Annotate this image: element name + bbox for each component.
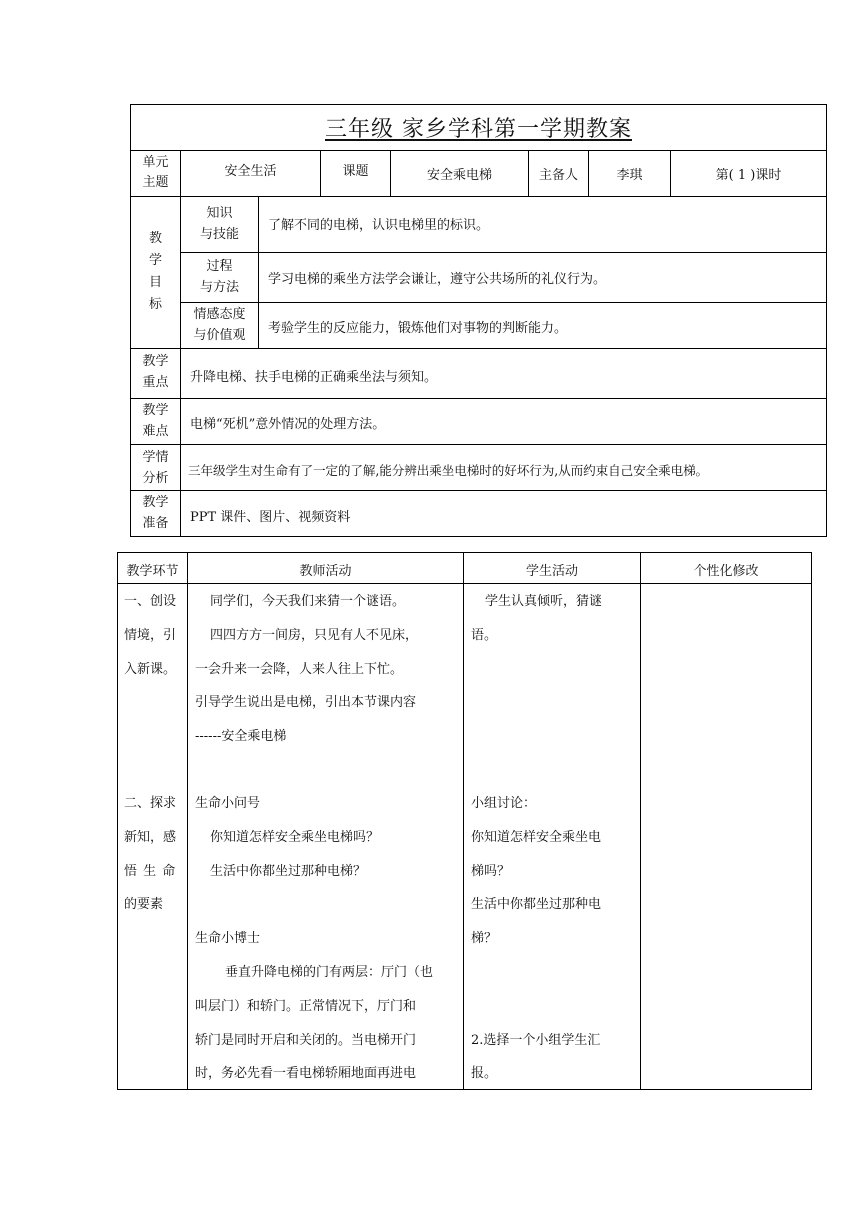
teacher-activity-line: 引导学生说出是电梯，引出本节课内容 (195, 695, 417, 710)
goal-label-line: 情感态度 (193, 307, 246, 322)
preparer-label: 主备人 (538, 168, 578, 183)
info-label-line: 准备 (142, 516, 169, 531)
preparation-label (131, 492, 180, 534)
stage-line: 二、探求 (124, 796, 177, 811)
key-point-text: 升降电梯、扶手电梯的正确乘坐法与须知。 (190, 370, 438, 385)
goals-label-char: 标 (148, 297, 162, 312)
student-analysis-label (131, 447, 180, 489)
teacher-activity-line: 生活中你都坐过那种电梯？ (210, 864, 367, 879)
teacher-activity-line: 一会升来一会降，人来人往上下忙。 (195, 662, 404, 677)
goal-knowledge-text: 了解不同的电梯，认识电梯里的标识。 (268, 218, 490, 233)
teacher-activity-line: 时，务必先看一看电梯轿厢地面再进电 (195, 1066, 417, 1081)
header-customization: 个性化修改 (693, 564, 759, 579)
goal-label-line: 与方法 (199, 280, 239, 295)
stage-line: 悟 生 命 (124, 864, 177, 879)
student-activity-line: 学生认真倾听，猜谜 (485, 594, 603, 609)
key-point-label (131, 351, 180, 393)
goal-process-label (181, 256, 258, 298)
teacher-activity-line: ------安全乘电梯 (195, 729, 287, 744)
goal-label-line: 与技能 (199, 227, 239, 242)
unit-theme-value: 安全生活 (224, 164, 277, 179)
teacher-activity-line: 同学们，今天我们来猜一个谜语。 (210, 594, 406, 609)
unit-label-line-2: 主题 (142, 175, 169, 190)
header-stage: 教学环节 (126, 564, 179, 579)
stage-line: 新知，感 (124, 830, 177, 845)
student-activity-line: 你知道怎样安全乘坐电 (471, 830, 602, 845)
student-activity-line: 2.选择一个小组学生汇 (471, 1033, 601, 1048)
teacher-activity-line: 四四方方一间房，只见有人不见床， (210, 628, 419, 643)
info-label-line: 重点 (142, 375, 169, 390)
preparer-value: 李琪 (616, 168, 643, 183)
goal-label-line: 与价值观 (193, 328, 246, 343)
goal-emotion-label (181, 304, 258, 346)
goals-label-char: 目 (148, 275, 162, 290)
student-activity-line: 生活中你都坐过那种电 (471, 897, 602, 912)
info-label-line: 教学 (142, 403, 169, 418)
goal-emotion-text: 考验学生的反应能力，锻炼他们对事物的判断能力。 (268, 321, 568, 336)
info-label-line: 学情 (142, 450, 169, 465)
teacher-activity-line: 生命小问号 (195, 796, 261, 811)
page-title: 三年级 家乡学科第一学期教案 (325, 117, 632, 142)
info-label-line: 分析 (142, 471, 169, 486)
header-student-activity: 学生活动 (525, 564, 578, 579)
teacher-activity-line: 生命小博士 (195, 931, 261, 946)
unit-label-line-1: 单元 (142, 155, 169, 170)
student-analysis-text: 三年级学生对生命有了一定的了解,能分辨出乘坐电梯时的好坏行为,从而约束自己安全乘电梯。 (188, 463, 709, 478)
topic-label: 课题 (342, 164, 369, 179)
goals-label-char: 教 (148, 231, 162, 246)
difficulty-label (131, 400, 180, 442)
goal-label-line: 过程 (206, 259, 233, 274)
student-activity-line: 梯吗？ (471, 864, 511, 879)
topic-value: 安全乘电梯 (426, 168, 492, 183)
info-label-line: 教学 (142, 354, 169, 369)
unit-theme-label (131, 151, 180, 196)
student-activity-line: 梯？ (471, 931, 498, 946)
stage-line: 的要素 (124, 897, 164, 912)
student-activity-line: 报。 (471, 1066, 498, 1081)
teacher-activity-line: 叫层门）和轿门。正常情况下，厅门和 (195, 999, 417, 1014)
teacher-activity-line: 垂直升降电梯的门有两层：厅门（也 (225, 965, 434, 980)
student-activity-line: 小组讨论： (471, 796, 537, 811)
goals-label-char: 学 (148, 253, 162, 268)
lesson-period: 第( 1 )课时 (715, 168, 782, 183)
info-label-line: 难点 (142, 424, 169, 439)
preparation-text: PPT 课件、图片、视频资料 (190, 510, 351, 525)
teacher-activity-line: 轿门是同时开启和关闭的。当电梯开门 (195, 1033, 417, 1048)
info-label-line: 教学 (142, 495, 169, 510)
header-teacher-activity: 教师活动 (299, 564, 352, 579)
stage-line: 情境，引 (124, 628, 177, 643)
teacher-activity-line: 你知道怎样安全乘坐电梯吗？ (210, 830, 380, 845)
stage-line: 入新课。 (124, 662, 177, 677)
goal-label-line: 知识 (206, 206, 233, 221)
stage-line: 一、创设 (124, 594, 177, 609)
student-activity-line: 语。 (471, 628, 498, 643)
goal-knowledge-label (181, 203, 258, 245)
difficulty-text: 电梯“死机”意外情况的处理方法。 (190, 417, 386, 432)
teaching-goals-label (131, 228, 180, 316)
goal-process-text: 学习电梯的乘坐方法学会谦让，遵守公共场所的礼仪行为。 (268, 272, 607, 287)
